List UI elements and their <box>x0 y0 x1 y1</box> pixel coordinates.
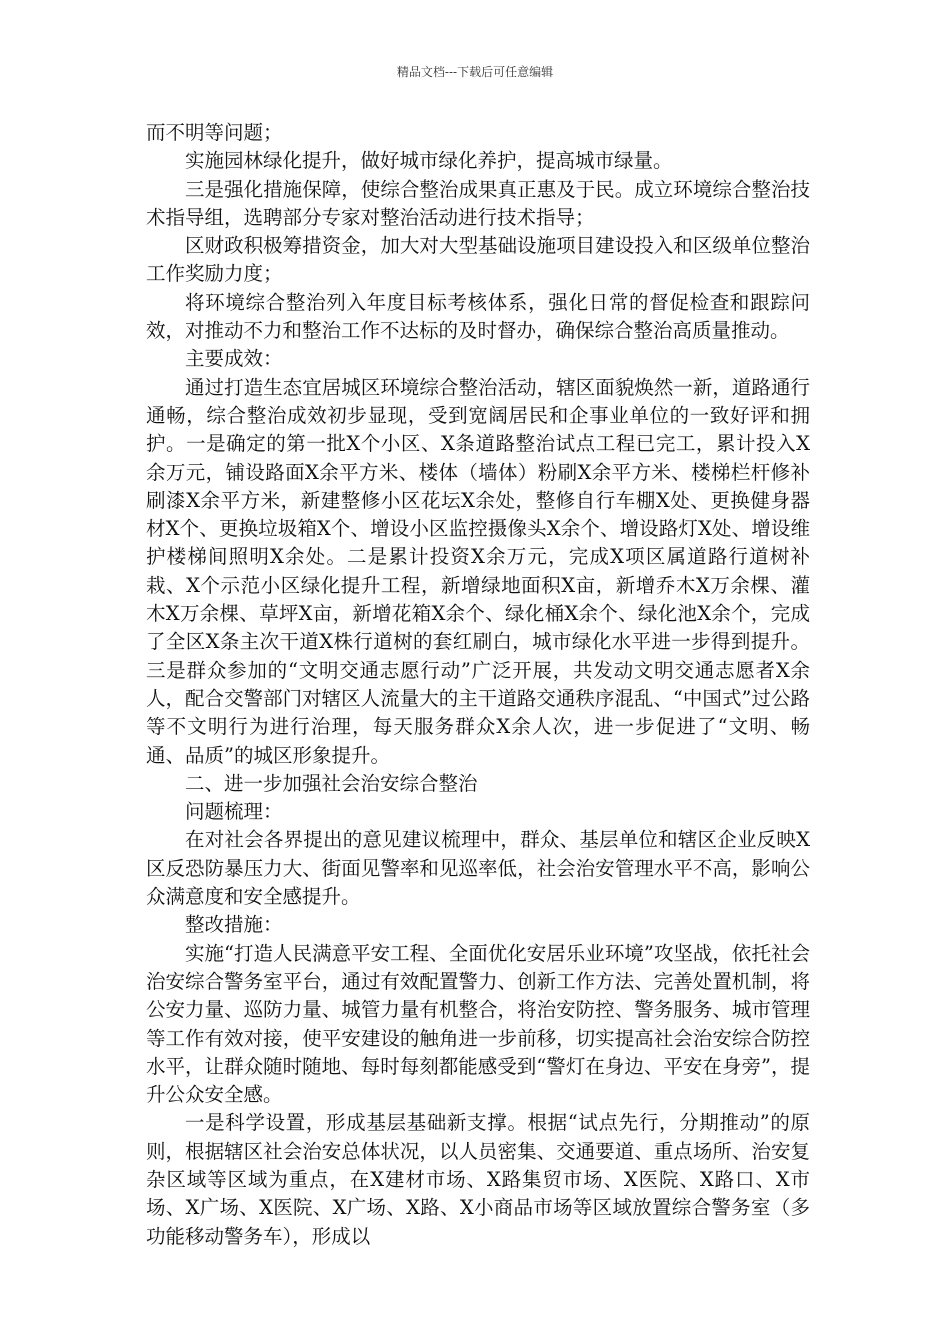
page-header: 精品文档---下载后可任意编辑 <box>396 65 554 79</box>
paragraph: 实施园林绿化提升，做好城市绿化养护，提高城市绿量。 <box>185 149 673 173</box>
document-body <box>146 119 810 1251</box>
paragraph: 通过打造生态宜居城区环境综合整治活动，辖区面貌焕然一新，道路通行通畅，综合整治成效初步显现，受到宽阔居民和企事业单位的一致好评和拥护。一是确定的第一批X个小区、X条道路整治试点工程已完工，累计投入X余万元，铺设路面X余平方米、楼体（墙体）粉刷X余平方米、楼梯栏杆修补刷漆X余平方米，新建整修小区花坛X余处，整修自行车棚X处、更换健身器材X个、更换垃圾箱X个、增设小区监控摄像头X余个、增设路灯X处、增设维护楼梯间照明X余处。二是累计投资X余万元，完成X项区属道路行道树补栽、X个示范小区绿化提升工程，新增绿地面积X亩，新增乔木X万余棵、灌木X万余棵、草坪X亩，新增花箱X余个、绿化桶X余个、绿化池X余个，完成了全区X条主次干道X株行道树的套红刷白，城市绿化水平进一步得到提升。三是群众参加的“文明交通志愿行动”广泛开展，共发动文明交通志愿者X余人，配合交警部门对辖区人流量大的主干道路交通秩序混乱、“中国式”过公路等不文明行为进行治理，每天服务群众X余人次，进一步促进了“文明、畅通、品质”的城区形象提升。 <box>146 375 810 767</box>
paragraph: 一是科学设置，形成基层基础新支撑。根据“试点先行，分期推动”的原则，根据辖区社会治安总体状况，以人员密集、交通要道、重点场所、治安复杂区域等区域为重点，在X建材市场、X路集贸市场、X医院、X路口、X市场、X广场、X医院、X广场、X路、X小商品市场等区域放置综合警务室（多功能移动警务车），形成以 <box>146 1111 810 1248</box>
paragraph: 实施“打造人民满意平安工程、全面优化安居乐业环境”攻坚战，依托社会治安综合警务室平台，通过有效配置警力、创新工作方法、完善处置机制，将公安力量、巡防力量、城管力量有机整合，将治安防控、警务服务、城市管理等工作有效对接，使平安建设的触角进一步前移，切实提高社会治安综合防控水平，让群众随时随地、每时每刻都能感受到“警灯在身边、平安在身旁”，提升公众安全感。 <box>146 941 810 1107</box>
section-label: 主要成效： <box>185 347 283 371</box>
paragraph: 在对社会各界提出的意见建议梳理中，群众、基层单位和辖区企业反映X区反恐防暴压力大、街面见警率和见巡率低，社会治安管理水平不高，影响公众满意度和安全感提升。 <box>146 828 810 909</box>
section-label: 问题梳理： <box>185 800 283 824</box>
section-label: 整改措施： <box>185 913 283 937</box>
paragraph: 区财政积极筹措资金，加大对大型基础设施项目建设投入和区级单位整治工作奖励力度； <box>146 234 810 286</box>
paragraph: 将环境综合整治列入年度目标考核体系，强化日常的督促检查和跟踪问效，对推动不力和整治工作不达标的及时督办，确保综合整治高质量推动。 <box>146 290 810 343</box>
section-heading: 二、进一步加强社会治安综合整治 <box>185 771 478 795</box>
paragraph: 三是强化措施保障，使综合整治成果真正惠及于民。成立环境综合整治技术指导组，选聘部分专家对整治活动进行技术指导； <box>146 177 810 229</box>
paragraph: 而不明等问题； <box>146 121 283 144</box>
